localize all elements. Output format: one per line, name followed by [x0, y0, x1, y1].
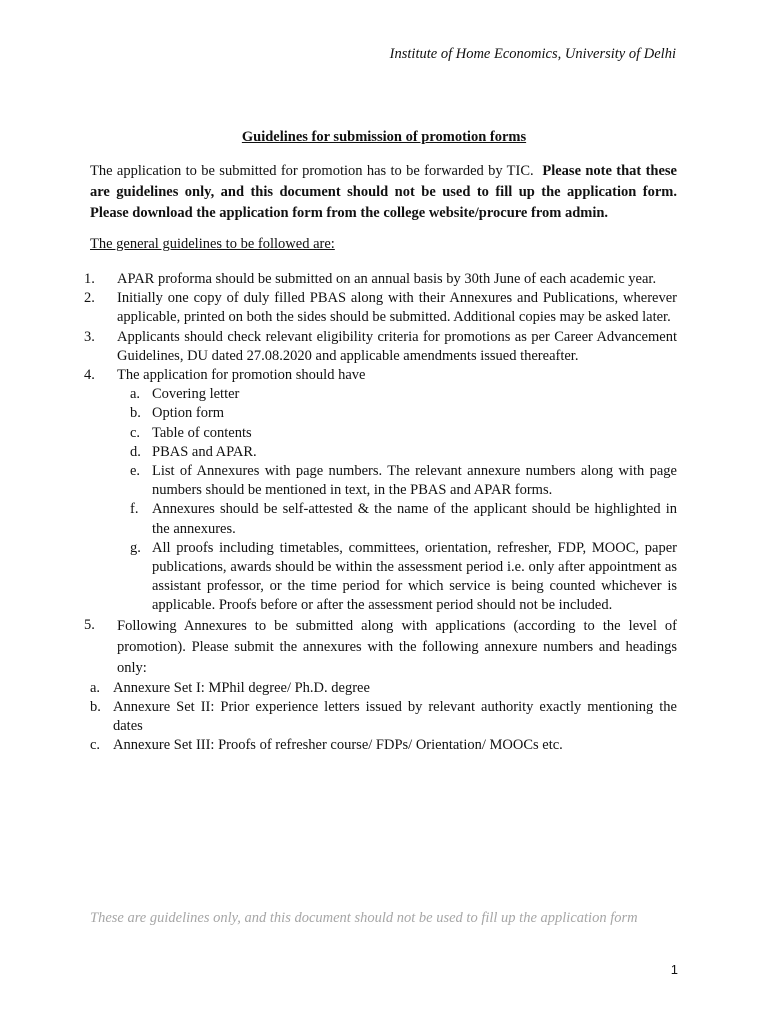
item-text: Applicants should check relevant eligibility criteria for promotions as per Career Advancement Guidelines, DU dated 27.08.2020 and applicable amendments issued thereafter.	[117, 328, 677, 364]
intro-plain-text: The application to be submitted for promotion has to be forwarded by TIC.	[90, 163, 534, 179]
item-number: 2.	[84, 290, 95, 307]
annexure-letter: c.	[90, 737, 101, 754]
annexure-item	[84, 736, 677, 755]
list-item	[84, 328, 677, 366]
sub-item-text: PBAS and APAR.	[152, 443, 257, 460]
sub-item-text: Covering letter	[152, 386, 240, 403]
sub-list-item	[84, 443, 677, 462]
sub-list-item	[84, 539, 677, 616]
sub-item-letter: f.	[130, 501, 139, 518]
item-number: 1.	[84, 271, 95, 287]
sub-list-item	[84, 385, 677, 404]
footer-disclaimer: These are guidelines only, and this document should not be used to fill up the application form	[90, 910, 638, 926]
annexure-letter: b.	[90, 698, 101, 715]
general-guidelines-heading: The general guidelines to be followed are:	[90, 236, 335, 252]
annexure-text: Annexure Set III: Proofs of refresher course/ FDPs/ Orientation/ MOOCs etc.	[113, 737, 563, 754]
page-number: 1	[670, 962, 678, 977]
sub-item-letter: b.	[130, 405, 141, 422]
sub-item-letter: c.	[130, 424, 141, 441]
document-title: Guidelines for submission of promotion forms	[241, 129, 527, 145]
intro-bold-text: Please note that these are guidelines only, and this document should not be used to fill up the application form. Please download the application form from the college website/procure from admin.	[90, 163, 677, 221]
sub-item-letter: d.	[130, 443, 141, 460]
sub-item-text: Option form	[152, 405, 225, 422]
sub-list-item	[84, 404, 677, 423]
sub-list-item	[84, 462, 677, 500]
annexure-letter: a.	[90, 679, 101, 696]
sub-item-text: List of Annexures with page numbers. The relevant annexure numbers along with page numbers should be mentioned in text, in the PBAS and APAR forms.	[152, 463, 677, 499]
sub-item-text: Annexures should be self-attested & the name of the applicant should be highlighted in the annexures.	[152, 501, 677, 537]
list-item	[84, 270, 677, 289]
item-text: The application for promotion should have	[117, 367, 366, 384]
sub-item-letter: e.	[130, 463, 141, 480]
annexure-text: Annexure Set II: Prior experience letters issued by relevant authority exactly mentioning the dates	[113, 698, 677, 735]
item-number: 4.	[84, 367, 95, 384]
guidelines-list	[84, 270, 677, 755]
sub-item-letter: g.	[130, 539, 141, 556]
list-item	[84, 366, 677, 385]
annexure-item	[84, 679, 677, 698]
item-text: APAR proforma should be submitted on an annual basis by 30th June of each academic year.	[117, 271, 657, 287]
annexure-text: Annexure Set I: MPhil degree/ Ph.D. degree	[113, 679, 370, 696]
sub-item-letter: a.	[130, 386, 141, 403]
sub-item-text: Table of contents	[152, 424, 252, 441]
sub-list-item	[84, 500, 677, 538]
item-number: 3.	[84, 328, 95, 345]
annexure-item	[84, 698, 677, 736]
list-item	[84, 616, 677, 679]
item-text: Following Annexures to be submitted along with applications (according to the level of promotion). Please submit the annexures with the following annexure numbers and headings only:	[117, 617, 677, 676]
intro-paragraph	[90, 161, 677, 224]
sub-list-item	[84, 424, 677, 443]
sub-item-text: All proofs including timetables, committees, orientation, refresher, FDP, MOOC, paper publications, awards should be within the assessment period i.e. only after appointment as assistant professor, or the time period for which service is being counted whichever is applicable. Proofs before or after the assessment period should not be included.	[152, 539, 677, 614]
page-header: Institute of Home Economics, University of Delhi	[389, 46, 676, 62]
list-item	[84, 289, 677, 327]
item-number: 5.	[84, 616, 95, 633]
item-text: Initially one copy of duly filled PBAS along with their Annexures and Publications, wherever applicable, printed on both the sides should be submitted. Additional copies may be asked later.	[117, 290, 677, 326]
